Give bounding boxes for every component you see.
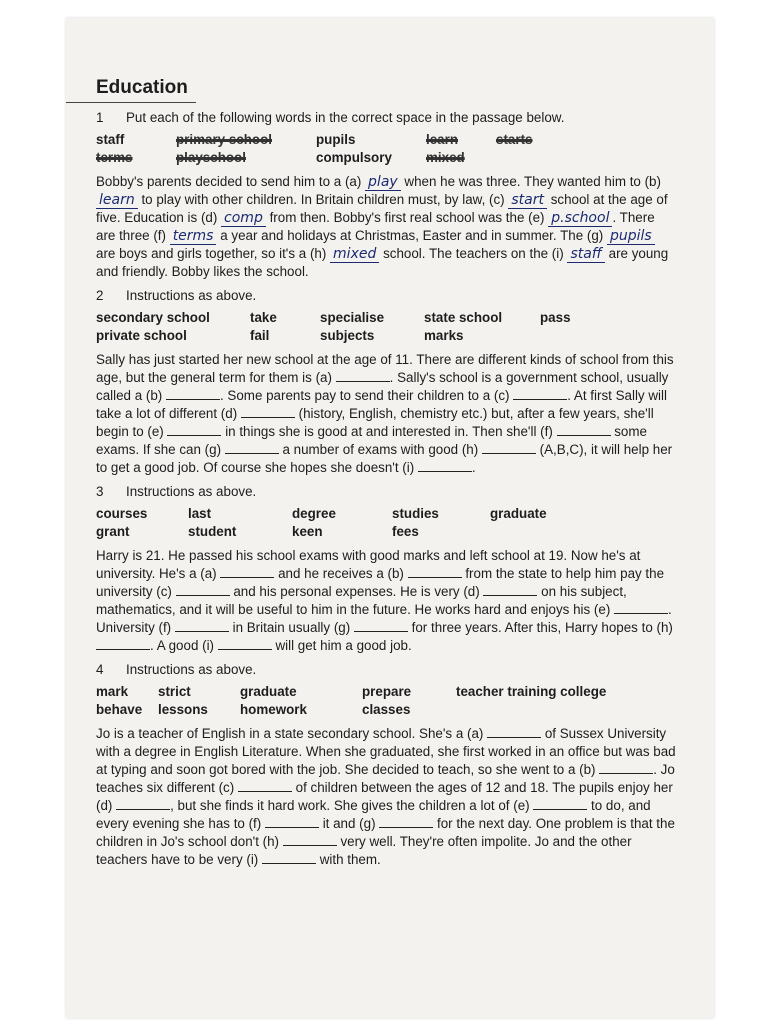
- answer-blank[interactable]: [175, 619, 229, 632]
- exercise-number: 3: [96, 484, 104, 499]
- exercise-2: [96, 287, 676, 477]
- word-crossed-out: playschool: [176, 150, 246, 165]
- word: teacher training college: [456, 684, 607, 699]
- word: private school: [96, 328, 187, 343]
- answer-blank[interactable]: [283, 833, 337, 846]
- word: homework: [240, 702, 307, 717]
- answer-blank[interactable]: [379, 815, 433, 828]
- answer-blank[interactable]: [513, 387, 567, 400]
- handwritten-answer[interactable]: pupils: [607, 228, 655, 245]
- exercise-4-instruction: 4 Instructions as above.: [96, 662, 257, 677]
- word-box-3: [96, 505, 676, 541]
- word-crossed-out: starts: [496, 132, 533, 147]
- word: graduate: [490, 506, 547, 521]
- word: courses: [96, 506, 148, 521]
- word: take: [250, 310, 277, 325]
- answer-blank[interactable]: [262, 851, 316, 864]
- word: lessons: [158, 702, 208, 717]
- word: [490, 523, 580, 541]
- answer-blank[interactable]: [166, 387, 220, 400]
- word: classes: [362, 702, 411, 717]
- word: studies: [392, 506, 439, 521]
- handwritten-answer[interactable]: comp: [221, 210, 266, 227]
- exercise-1-passage: Bobby's parents decided to send him to a (a) play when he was three. They wanted him to (b) learn to play with other children. In Britain children must, by law, (c) start school at the age of five. Education is (d) comp from then. Bobby's first real school was the (e) p.school . There are three (f) terms a year and holidays at Christmas, Easter and in summer. The (g) pupils are boys and girls together, so it's a (h) mixed school. The teachers on the (i) staff are young and friendly. Bobby likes the school.: [96, 174, 669, 279]
- answer-blank[interactable]: [483, 583, 537, 596]
- exercise-3-instruction: 3 Instructions as above.: [96, 484, 257, 499]
- word-crossed-out: learn: [426, 132, 459, 147]
- word-box-1: [96, 131, 676, 167]
- word: behave: [96, 702, 143, 717]
- word-crossed-out: terms: [96, 150, 133, 165]
- answer-blank[interactable]: [354, 619, 408, 632]
- answer-blank[interactable]: [167, 423, 221, 436]
- word: last: [188, 506, 212, 521]
- answer-blank[interactable]: [225, 441, 279, 454]
- word: pass: [540, 310, 571, 325]
- answer-blank[interactable]: [238, 779, 292, 792]
- word: keen: [292, 524, 323, 539]
- word: prepare: [362, 684, 412, 699]
- word: secondary school: [96, 310, 210, 325]
- word-box-4: [96, 683, 676, 719]
- word: fail: [250, 328, 270, 343]
- word: graduate: [240, 684, 297, 699]
- word: state school: [424, 310, 503, 325]
- exercise-number: 1: [96, 110, 104, 125]
- word: mark: [96, 684, 129, 699]
- answer-blank[interactable]: [220, 565, 274, 578]
- handwritten-answer[interactable]: mixed: [330, 246, 379, 263]
- exercise-4-passage: Jo is a teacher of English in a state secondary school. She's a (a) of Sussex University with a degree in English Literature. When she graduated, she first worked in an office but was bad at typing and soon got bored with the job. She decided to teach, so she went to a (b) . Jo teaches six different (c) of children between the ages of 12 and 18. The pupils enjoy her (d) , but she finds it hard work. She gives the children a lot of (e) to do, and every evening she has to (f) it and (g) for the next day. One problem is that the children in Jo's school don't (h) very well. They're often impolite. Jo and the other teachers have to be very (i) with them.: [96, 726, 676, 867]
- answer-blank[interactable]: [96, 637, 150, 650]
- answer-blank[interactable]: [557, 423, 611, 436]
- exercise-3-passage: Harry is 21. He passed his school exams with good marks and left school at 19. Now he's at university. He's a (a) and he receives a (b) from the state to help him pay the university (c) and his personal expenses. He is very (d) on his subject, mathematics, and it will be useful to him in the future. He works hard and enjoys his (e) . University (f) in Britain usually (g) for three years. After this, Harry hopes to (h) . A good (i) will get him a good job.: [96, 548, 673, 653]
- title-underline: [66, 102, 196, 103]
- word: grant: [96, 524, 130, 539]
- word: subjects: [320, 328, 375, 343]
- word: [456, 701, 656, 719]
- handwritten-answer[interactable]: p.school: [548, 210, 612, 227]
- answer-blank[interactable]: [408, 565, 462, 578]
- word: staff: [96, 132, 125, 147]
- word: fees: [392, 524, 419, 539]
- answer-blank[interactable]: [116, 797, 170, 810]
- answer-blank[interactable]: [218, 637, 272, 650]
- word: [496, 149, 586, 167]
- exercise-2-instruction: 2 Instructions as above.: [96, 288, 257, 303]
- word: [540, 327, 600, 345]
- exercise-3: [96, 483, 676, 655]
- word: specialise: [320, 310, 385, 325]
- word: marks: [424, 328, 464, 343]
- handwritten-answer[interactable]: terms: [170, 228, 217, 245]
- exercise-number: 4: [96, 662, 104, 677]
- word: strict: [158, 684, 191, 699]
- word-box-2: [96, 309, 676, 345]
- word: compulsory: [316, 150, 392, 165]
- worksheet-content: [96, 76, 676, 875]
- word-crossed-out: mixed: [426, 150, 465, 165]
- exercise-number: 2: [96, 288, 104, 303]
- answer-blank[interactable]: [336, 369, 390, 382]
- handwritten-answer[interactable]: staff: [567, 246, 604, 263]
- handwritten-answer[interactable]: learn: [96, 192, 138, 209]
- answer-blank[interactable]: [614, 601, 668, 614]
- answer-blank[interactable]: [418, 459, 472, 472]
- exercise-1: [96, 109, 676, 281]
- word: student: [188, 524, 237, 539]
- word: degree: [292, 506, 336, 521]
- answer-blank[interactable]: [265, 815, 319, 828]
- answer-blank[interactable]: [533, 797, 587, 810]
- handwritten-answer[interactable]: play: [365, 174, 401, 191]
- handwritten-answer[interactable]: start: [508, 192, 547, 209]
- word-crossed-out: primary school: [176, 132, 272, 147]
- answer-blank[interactable]: [482, 441, 536, 454]
- worksheet-page: [66, 18, 714, 1018]
- exercise-1-instruction: 1 Put each of the following words in the correct space in the passage below.: [96, 110, 565, 125]
- word: pupils: [316, 132, 356, 147]
- exercise-2-passage: Sally has just started her new school at the age of 11. There are different kinds of school from this age, but the general term for them is (a) . Sally's school is a government school, usually called a (b) . Some parents pay to send their children to a (c) . At first Sally will take a lot of different (d) (history, English, chemistry etc.) but, after a few years, she'll begin to (e) in things she is good at and interested in. Then she'll (f) some exams. If she can (g) a number of exams with good (h) (A,B,C), it will help her to get a good job. Of course she hopes she doesn't (i) .: [96, 352, 674, 475]
- answer-blank[interactable]: [599, 761, 653, 774]
- answer-blank[interactable]: [487, 725, 541, 738]
- answer-blank[interactable]: [176, 583, 230, 596]
- page-title: Education: [96, 77, 188, 98]
- exercise-4: [96, 661, 676, 869]
- answer-blank[interactable]: [241, 405, 295, 418]
